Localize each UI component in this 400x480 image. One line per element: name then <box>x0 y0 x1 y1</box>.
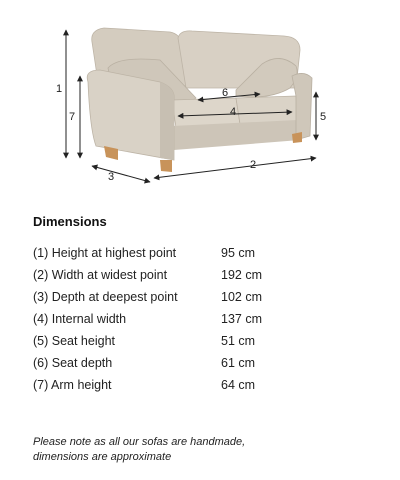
note-line-1: Please note as all our sofas are handmade, <box>33 436 246 448</box>
handmade-note <box>33 435 245 465</box>
label-seat-depth: 6 <box>222 87 229 99</box>
dimension-label: (1) Height at highest point <box>33 246 177 260</box>
label-width-widest: 2 <box>250 159 257 171</box>
label-arm-height: 7 <box>69 111 76 123</box>
note-line-2: dimensions are approximate <box>33 451 172 463</box>
dimension-value: 64 cm <box>221 378 256 392</box>
dimension-label: (3) Depth at deepest point <box>33 290 178 304</box>
dimension-label: (7) Arm height <box>33 378 112 392</box>
dimension-label: (2) Width at widest point <box>33 268 168 282</box>
dimension-label: (6) Seat depth <box>33 356 113 370</box>
label-height-highest: 1 <box>56 83 63 95</box>
dimensions-heading: Dimensions <box>33 214 107 229</box>
sofa-dimension-diagram <box>0 0 400 200</box>
dimension-label: (4) Internal width <box>33 312 127 326</box>
dimension-value: 51 cm <box>221 334 256 348</box>
label-internal-width: 4 <box>230 106 237 118</box>
label-depth-deepest: 3 <box>108 171 115 183</box>
dimension-value: 95 cm <box>221 246 256 260</box>
label-seat-height: 5 <box>320 111 327 123</box>
dimension-label: (5) Seat height <box>33 334 115 348</box>
dimension-value: 192 cm <box>221 268 262 282</box>
dimension-value: 102 cm <box>221 290 262 304</box>
dimension-value: 61 cm <box>221 356 256 370</box>
dimension-value: 137 cm <box>221 312 262 326</box>
